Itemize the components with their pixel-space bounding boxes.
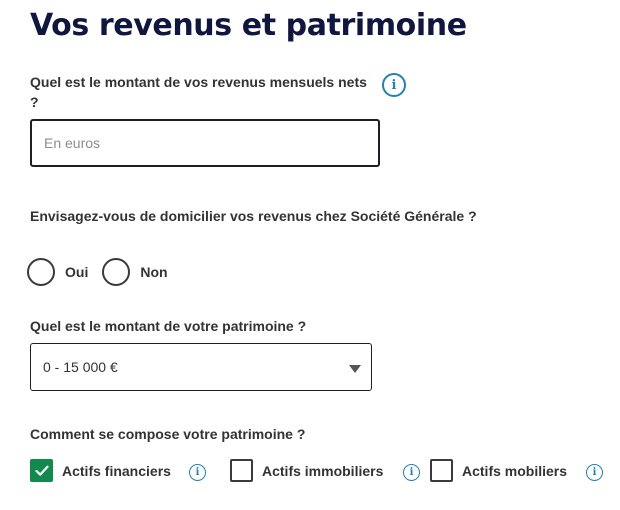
patrimoine-question-label: Quel est le montant de votre patrimoine ? xyxy=(30,318,307,334)
domiciliation-radio-group xyxy=(27,258,176,286)
chevron-down-icon xyxy=(349,365,361,373)
radio-oui-label: Oui xyxy=(65,264,89,280)
checkbox-actifs-mobiliers-label: Actifs mobiliers xyxy=(462,462,568,479)
check-icon xyxy=(35,465,49,477)
checkbox-actifs-mobiliers-box[interactable] xyxy=(430,459,453,482)
checkbox-actifs-immobiliers-box[interactable] xyxy=(230,459,253,482)
patrimoine-selected-value: 0 - 15 000 € xyxy=(43,359,118,375)
income-question-label: Quel est le montant de vos revenus mensuels nets ? xyxy=(30,74,367,110)
checkbox-actifs-financiers[interactable] xyxy=(30,459,171,482)
checkbox-actifs-mobiliers[interactable] xyxy=(430,459,567,482)
checkbox-actifs-immobiliers-label: Actifs immobiliers xyxy=(262,462,384,479)
composition-question-label: Comment se compose votre patrimoine ? xyxy=(30,426,306,442)
checkbox-actifs-financiers-box[interactable] xyxy=(30,459,53,482)
radio-non-label: Non xyxy=(140,264,168,280)
checkbox-actifs-financiers-label: Actifs financiers xyxy=(62,462,171,479)
actifs-immobiliers-info-icon[interactable]: i xyxy=(403,464,420,481)
income-input[interactable] xyxy=(30,119,380,167)
income-info-icon[interactable]: i xyxy=(382,73,406,97)
radio-oui[interactable] xyxy=(27,258,88,286)
radio-non-circle[interactable] xyxy=(102,258,130,286)
checkbox-actifs-immobiliers[interactable] xyxy=(230,459,383,482)
radio-oui-circle[interactable] xyxy=(27,258,55,286)
patrimoine-select[interactable] xyxy=(30,343,372,391)
page-title: Vos revenus et patrimoine xyxy=(30,8,467,43)
actifs-financiers-info-icon[interactable]: i xyxy=(189,464,206,481)
domiciliation-question-label: Envisagez-vous de domicilier vos revenus chez Société Générale ? xyxy=(30,208,477,224)
actifs-mobiliers-info-icon[interactable]: i xyxy=(586,464,603,481)
radio-non[interactable] xyxy=(102,258,167,286)
